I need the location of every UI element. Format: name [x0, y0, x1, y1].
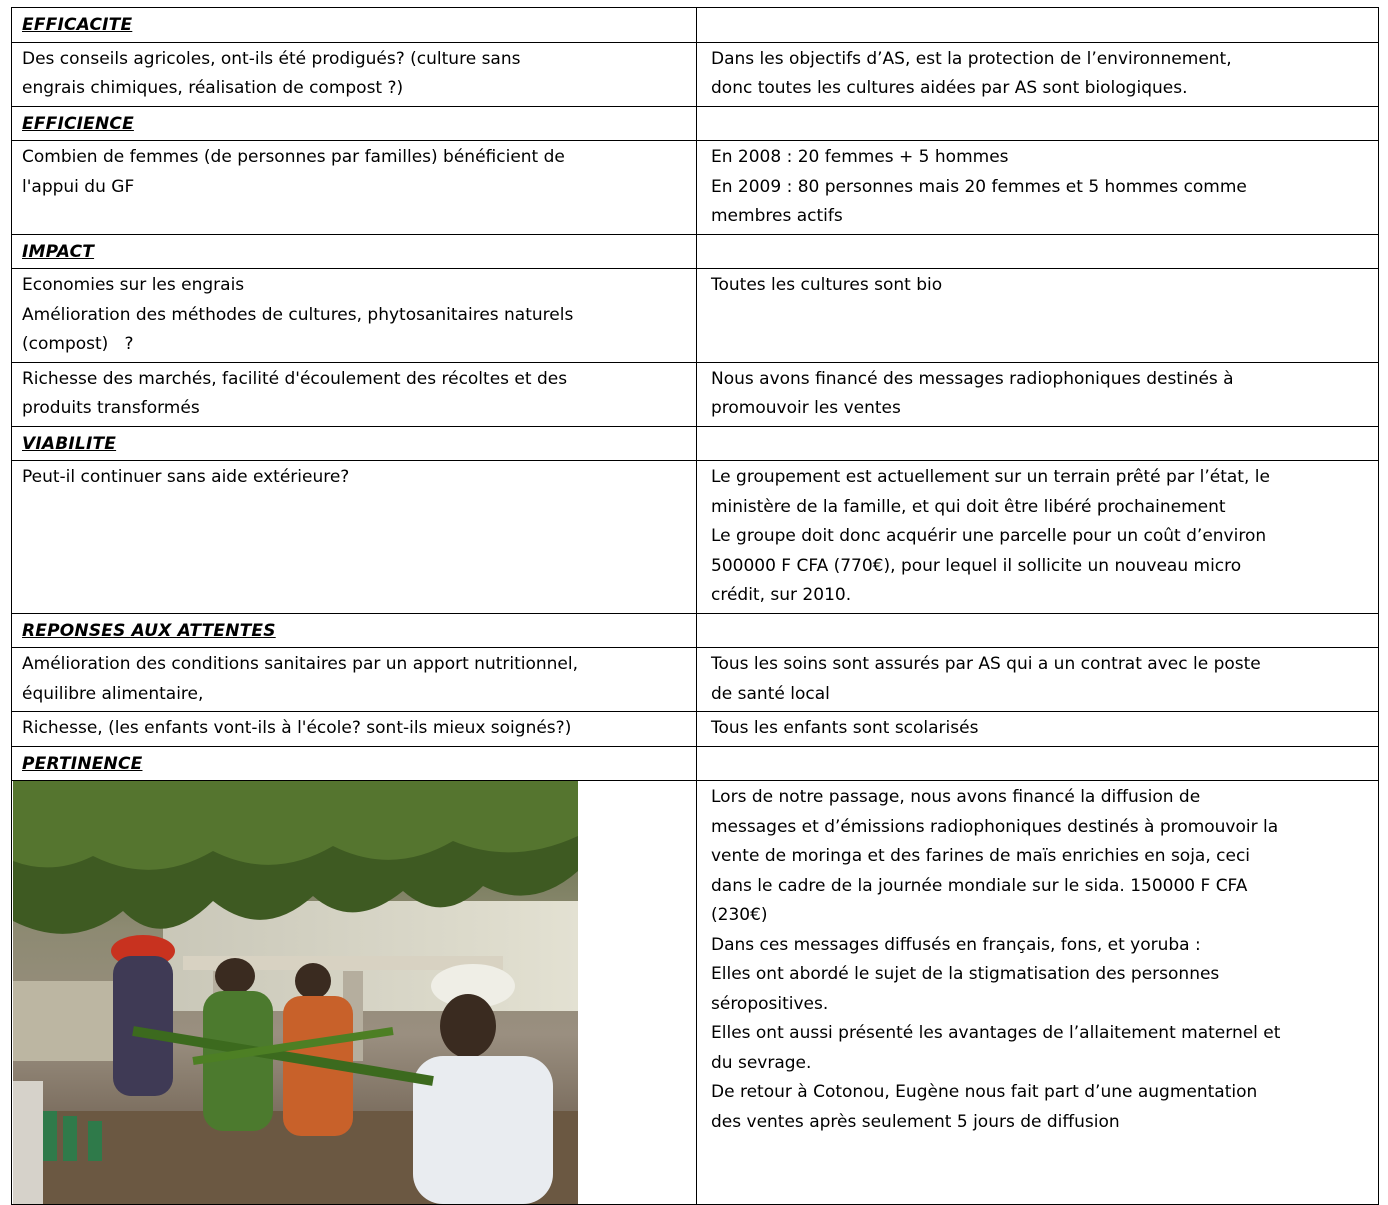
text-line: du sevrage.: [711, 1052, 812, 1073]
question-cell: [12, 141, 697, 235]
text-line: équilibre alimentaire,: [22, 683, 204, 704]
section-heading: VIABILITE: [22, 433, 117, 454]
answer-cell: [697, 269, 1379, 363]
text-line: vente de moringa et des farines de maïs enrichies en soja, ceci: [711, 846, 1251, 866]
table-row: [12, 781, 1379, 1205]
answer-cell: [697, 648, 1379, 712]
text-line: Amélioration des conditions sanitaires par un apport nutritionnel,: [22, 654, 579, 674]
text-line: Elles ont aussi présenté les avantages de l’allaitement maternel et: [711, 1023, 1281, 1043]
question-cell: [12, 362, 697, 426]
text-line: En 2008 : 20 femmes + 5 hommes: [711, 147, 1009, 167]
answer-cell: [697, 712, 1379, 747]
table-row: [12, 712, 1379, 747]
question-cell: [12, 461, 697, 614]
section-heading-cell: [12, 106, 697, 141]
section-row: [12, 8, 1379, 43]
text-line: Tous les soins sont assurés par AS qui a un contrat avec le poste: [711, 654, 1261, 674]
text-line: De retour à Cotonou, Eugène nous fait part d’une augmentation: [711, 1082, 1258, 1102]
text-line: membres actifs: [711, 206, 843, 226]
text-line: crédit, sur 2010.: [711, 585, 852, 605]
text-line: Dans ces messages diffusés en français, fons, et yoruba :: [711, 934, 1201, 955]
question-cell: [12, 648, 697, 712]
section-heading-cell: [12, 8, 697, 43]
text-line: ministère de la famille, et qui doit être libéré prochainement: [711, 496, 1226, 517]
section-row: [12, 426, 1379, 461]
text-line: Le groupement est actuellement sur un terrain prêté par l’état, le: [711, 467, 1270, 487]
question-cell: [12, 42, 697, 106]
empty-cell: [697, 613, 1379, 648]
empty-cell: [697, 234, 1379, 269]
text-line: Lors de notre passage, nous avons financé la diffusion de: [711, 787, 1201, 807]
text-line: donc toutes les cultures aidées par AS sont biologiques.: [711, 78, 1188, 98]
text-line: 500000 F CFA (770€), pour lequel il sollicite un nouveau micro: [711, 555, 1242, 576]
answer-cell: [697, 461, 1379, 614]
section-heading: REPONSES AUX ATTENTES: [22, 620, 276, 641]
text-line: de santé local: [711, 683, 830, 704]
text-line: produits transformés: [22, 398, 200, 418]
empty-cell: [697, 746, 1379, 781]
table-row: [12, 141, 1379, 235]
photo-cell: [12, 781, 697, 1205]
text-line: Amélioration des méthodes de cultures, phytosanitaires naturels: [22, 304, 574, 325]
section-row: [12, 106, 1379, 141]
evaluation-table: [11, 7, 1379, 1205]
section-heading: EFFICACITE: [22, 15, 133, 35]
section-heading: EFFICIENCE: [22, 113, 134, 134]
text-line: Elles ont abordé le sujet de la stigmatisation des personnes: [711, 964, 1220, 984]
empty-cell: [697, 426, 1379, 461]
text-line: engrais chimiques, réalisation de compost ?): [22, 78, 404, 98]
text-line: dans le cadre de la journée mondiale sur le sida. 150000 F CFA: [711, 875, 1248, 896]
text-line: Nous avons financé des messages radiophoniques destinés à: [711, 368, 1234, 389]
text-line: Tous les enfants sont scolarisés: [711, 718, 979, 738]
question-cell: [12, 712, 697, 747]
table-row: [12, 42, 1379, 106]
text-line: Economies sur les engrais: [22, 275, 245, 295]
section-row: [12, 613, 1379, 648]
text-line: Des conseils agricoles, ont-ils été prodigués? (culture sans: [22, 48, 521, 69]
text-line: promouvoir les ventes: [711, 398, 901, 418]
table-row: [12, 648, 1379, 712]
text-line: Toutes les cultures sont bio: [711, 275, 943, 295]
question-cell: [12, 269, 697, 363]
section-heading: PERTINENCE: [22, 753, 143, 774]
text-line: Peut-il continuer sans aide extérieure?: [22, 467, 350, 487]
text-line: Richesse des marchés, facilité d'écoulement des récoltes et des: [22, 368, 568, 389]
text-line: l'appui du GF: [22, 176, 135, 197]
group-photo: [13, 781, 578, 1204]
answer-cell: [697, 42, 1379, 106]
table-row: [12, 362, 1379, 426]
text-line: En 2009 : 80 personnes mais 20 femmes et 5 hommes comme: [711, 176, 1247, 197]
text-line: messages et d’émissions radiophoniques destinés à promouvoir la: [711, 816, 1279, 837]
text-line: Richesse, (les enfants vont-ils à l'école? sont-ils mieux soignés?): [22, 718, 572, 738]
table-row: [12, 269, 1379, 363]
section-heading-cell: [12, 234, 697, 269]
section-heading-cell: [12, 426, 697, 461]
empty-cell: [697, 8, 1379, 43]
answer-cell: [697, 362, 1379, 426]
answer-cell: [697, 781, 1379, 1205]
section-row: [12, 746, 1379, 781]
section-heading-cell: [12, 746, 697, 781]
text-line: Combien de femmes (de personnes par familles) bénéficient de: [22, 147, 565, 167]
text-line: Le groupe doit donc acquérir une parcelle pour un coût d’environ: [711, 526, 1267, 546]
text-line: des ventes après seulement 5 jours de diffusion: [711, 1111, 1120, 1132]
table-row: [12, 461, 1379, 614]
text-line: séropositives.: [711, 993, 829, 1014]
answer-cell: [697, 141, 1379, 235]
section-row: [12, 234, 1379, 269]
empty-cell: [697, 106, 1379, 141]
text-line: (230€): [711, 905, 768, 925]
text-line: (compost) ?: [22, 334, 134, 354]
text-line: Dans les objectifs d’AS, est la protection de l’environnement,: [711, 48, 1232, 69]
section-heading: IMPACT: [22, 241, 95, 262]
section-heading-cell: [12, 613, 697, 648]
